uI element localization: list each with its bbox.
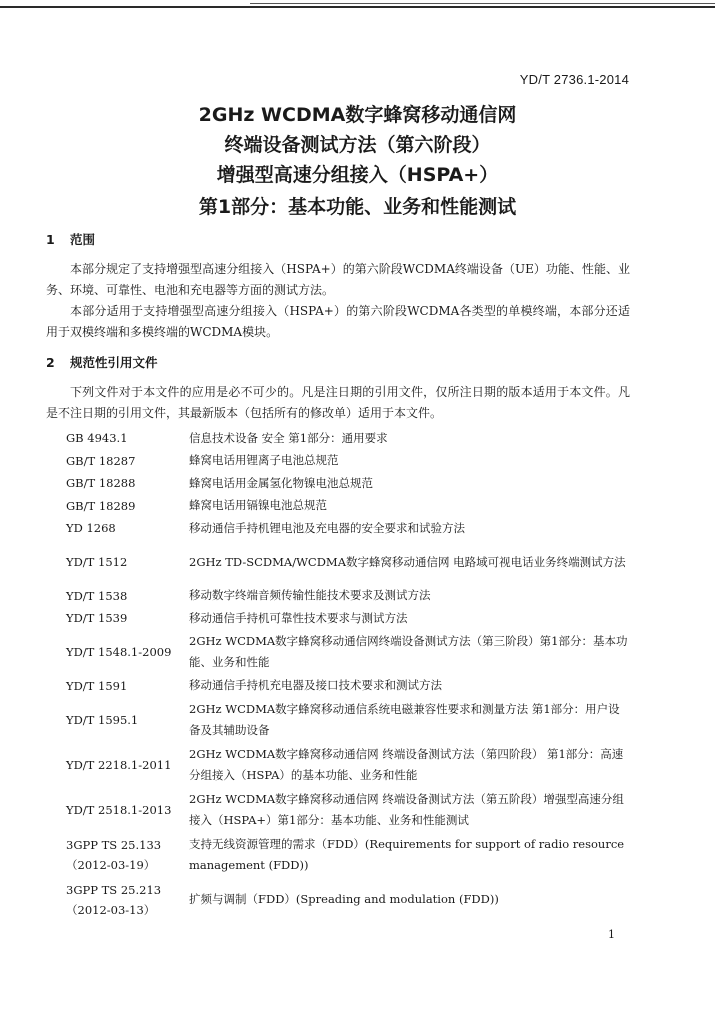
title-line-1: 2GHz WCDMA数字蜂窝移动通信网 <box>198 104 517 126</box>
reference-title: 移动通信手持机锂电池及充电器的安全要求和试验方法 <box>189 520 465 535</box>
reference-row <box>66 427 630 450</box>
title-line-2: 终端设备测试方法（第六阶段） <box>224 134 491 156</box>
reference-row <box>66 877 630 922</box>
reference-title: 信息技术设备 安全 第1部分：通用要求 <box>189 430 388 445</box>
reference-row <box>66 787 630 832</box>
section-number: 2 <box>46 355 55 370</box>
reference-code: YD/T 1595.1 <box>66 712 139 727</box>
section-heading-scope <box>46 230 95 248</box>
reference-title: 2GHz WCDMA数字蜂窝移动通信网 终端设备测试方法（第五阶段）增强型高速分组接入（HSPA+）第1部分：基本功能、业务和性能测试 <box>189 791 624 827</box>
reference-code: GB/T 18287 <box>66 453 136 468</box>
reference-row <box>66 630 630 675</box>
top-scan-line-thin <box>250 3 715 4</box>
reference-row <box>66 675 630 698</box>
reference-row <box>66 832 630 877</box>
reference-code: GB/T 18288 <box>66 476 136 491</box>
reference-code: GB/T 18289 <box>66 498 136 513</box>
reference-code: YD/T 1539 <box>66 611 128 626</box>
reference-title: 移动通信手持机可靠性技术要求与测试方法 <box>189 610 408 625</box>
title-line-3: 增强型高速分组接入（HSPA+） <box>216 164 499 186</box>
reference-title: 蜂窝电话用锂离子电池总规范 <box>189 453 339 468</box>
top-rule <box>0 6 715 8</box>
title-line-4: 第1部分：基本功能、业务和性能测试 <box>198 196 517 218</box>
section-heading-normative-references <box>46 353 158 371</box>
reference-code: YD 1268 <box>66 521 116 536</box>
reference-code: 3GPP TS 25.213 （2012-03-13） <box>66 882 162 917</box>
reference-row <box>66 495 630 518</box>
reference-title: 移动数字终端音频传输性能技术要求及测试方法 <box>189 588 431 603</box>
reference-row <box>66 742 630 787</box>
reference-row <box>66 472 630 495</box>
reference-code: GB 4943.1 <box>66 431 128 446</box>
reference-row <box>66 607 630 630</box>
reference-title: 2GHz WCDMA数字蜂窝移动通信系统电磁兼容性要求和测量方法 第1部分：用户设备及其辅助设备 <box>189 701 620 737</box>
reference-title: 2GHz TD-SCDMA/WCDMA数字蜂窝移动通信网 电路域可视电话业务终端测试方法 <box>189 554 626 569</box>
section-title: 范围 <box>70 232 96 247</box>
reference-title: 蜂窝电话用金属氢化物镍电池总规范 <box>189 475 373 490</box>
reference-code: YD/T 1548.1-2009 <box>66 645 172 659</box>
reference-row <box>66 450 630 473</box>
reference-row <box>66 697 630 742</box>
reference-code: 3GPP TS 25.133 （2012-03-19） <box>66 837 162 872</box>
reference-title: 扩频与调制（FDD）(Spreading and modulation (FDD)) <box>189 892 499 906</box>
reference-title: 移动通信手持机充电器及接口技术要求和测试方法 <box>189 678 442 693</box>
reference-code: YD/T 1591 <box>66 678 128 693</box>
reference-code: YD/T 2518.1-2013 <box>66 802 172 817</box>
reference-row <box>66 585 630 608</box>
section-number: 1 <box>46 232 55 247</box>
reference-title: 支持无线资源管理的需求（FDD）(Requirements for support of radio resource management (FDD)) <box>189 836 625 872</box>
reference-code: YD/T 1538 <box>66 588 128 603</box>
standard-number: YD/T 2736.1-2014 <box>519 72 629 87</box>
reference-title: 2GHz WCDMA数字蜂窝移动通信网终端设备测试方法（第三阶段）第1部分：基本功能、业务和性能 <box>189 634 628 669</box>
section-title: 规范性引用文件 <box>70 355 158 370</box>
reference-title: 蜂窝电话用镉镍电池总规范 <box>189 498 327 513</box>
scope-paragraph-1: 本部分规定了支持增强型高速分组接入（HSPA+）的第六阶段WCDMA终端设备（UE）功能、性能、业务、环境、可靠性、电池和充电器等方面的测试方法。 <box>46 262 630 297</box>
reference-code: YD/T 1512 <box>66 555 128 569</box>
scope-paragraph-2: 本部分适用于支持增强型高速分组接入（HSPA+）的第六阶段WCDMA各类型的单模终端，本部分还适用于双模终端和多模终端的WCDMA模块。 <box>46 304 630 339</box>
reference-list <box>66 427 630 922</box>
reference-row <box>66 517 630 540</box>
page-number: 1 <box>608 928 615 941</box>
reference-row <box>66 540 630 585</box>
references-intro-paragraph: 下列文件对于本文件的应用是必不可少的。凡是注日期的引用文件，仅所注日期的版本适用于本文件。凡是不注日期的引用文件，其最新版本（包括所有的修改单）适用于本文件。 <box>46 385 630 420</box>
reference-title: 2GHz WCDMA数字蜂窝移动通信网 终端设备测试方法（第四阶段） 第1部分：高速分组接入（HSPA）的基本功能、业务和性能 <box>189 746 624 782</box>
reference-code: YD/T 2218.1-2011 <box>66 757 172 772</box>
